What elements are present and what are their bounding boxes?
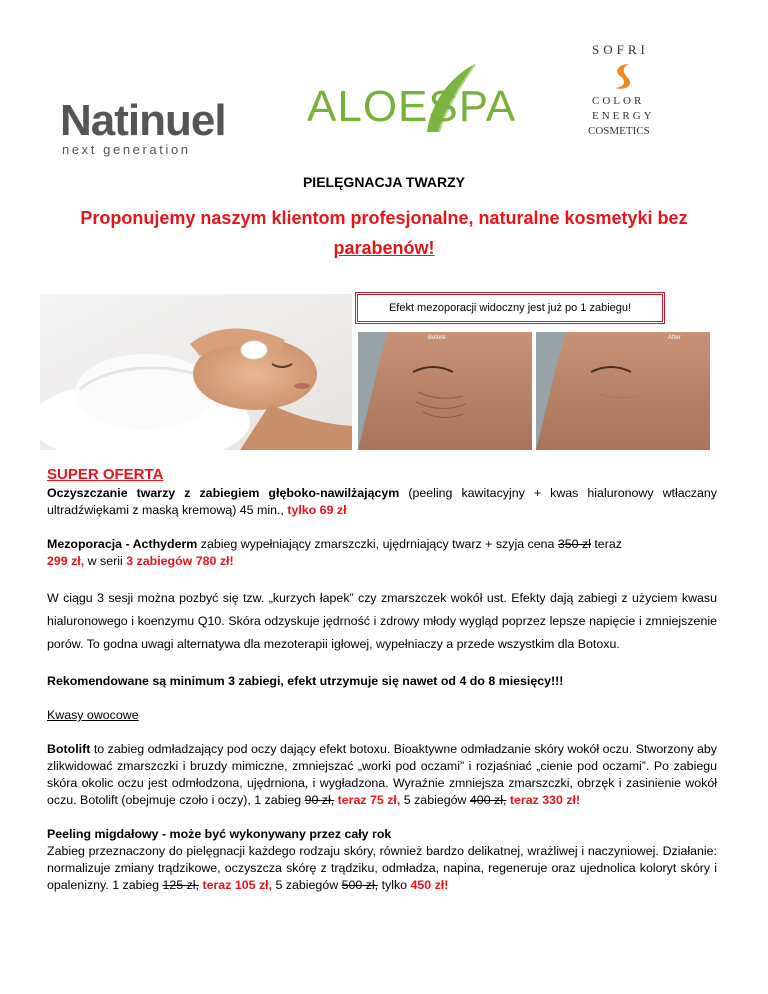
mesoporation-description: W ciągu 3 sesji można pozbyć się tzw. „kurzych łapek” czy zmarszczek wokół ust. Efekty dają zabiegi z użyciem kwasu hialuronowego i koenzymu Q10. Skóra odzyskuje jędrność i zdrowy młody wygląd poprzez lepsze napięcie i zmniejszenie porów. To godna uwagi alternatywa dla mezoterapii igłowej, wypełniaczy a przede wszystkim dla Botoxu. xyxy=(47,591,717,651)
after-label: After xyxy=(668,335,681,341)
offer-botolift xyxy=(47,741,717,809)
offer-mesoporation-title: Mezoporacja - Acthyderm xyxy=(47,537,198,551)
headline xyxy=(60,203,708,263)
offer-botolift-text-2: 5 zabiegów xyxy=(400,793,470,807)
facial-treatment-photo xyxy=(40,294,352,450)
offer-almond-peel-price-1: teraz 105 zł, xyxy=(199,878,273,892)
sofri-logo-energy: ENERGY xyxy=(592,110,655,122)
sofri-logo-color: COLOR xyxy=(592,95,645,107)
headline-line-1: Proponujemy naszym klientom profesjonalne, naturalne kosmetyki bez xyxy=(80,208,688,228)
section-title: PIELĘGNACJA TWARZY xyxy=(302,174,466,190)
aloespa-logo xyxy=(303,62,517,162)
offer-mesoporation xyxy=(47,536,717,570)
almond-peel-title: Peeling migdałowy - może być wykonywany przez cały rok xyxy=(47,827,392,841)
offer-mesoporation-price: 299 zł, xyxy=(47,554,85,568)
offer-botolift-text: to zabieg odmładzający pod oczy dający efekt botoxu. Bioaktywne odmładzanie skóry wokół oczu. Stworzony aby zlikwidować zmarszczki i bruzdy mimiczne, zmniejszać „worki pod oczami” i rozjaśniać „cienie pod oczami”. Po zabiegu skóra okolic oczu jest odmłodzona, ujędrniona, i wygładzona. Wyraźnie zmniejsza zmarszczki, obrzęk i zasinienie wokół oczu. Botolift (obejmuje czoło i oczy), 1 zabieg xyxy=(47,742,717,807)
offer-almond-peel-price-5: 450 zł! xyxy=(410,878,449,892)
before-label: Before xyxy=(428,335,446,341)
offer-almond-peel-text-2: 5 zabiegów xyxy=(272,878,342,892)
super-offer-heading: SUPER OFERTA xyxy=(47,466,164,483)
offer-almond-peel xyxy=(47,843,717,894)
natinuel-logo xyxy=(60,96,226,157)
natinuel-logo-word: Natinuel xyxy=(60,96,226,145)
before-after-photos xyxy=(358,332,710,450)
offer-botolift-old-price-5: 400 zł, xyxy=(469,793,507,807)
sofri-logo-lines xyxy=(592,94,655,124)
offer-botolift-price-1: teraz 75 zł, xyxy=(334,793,401,807)
offer-facial-cleansing xyxy=(47,485,717,519)
recommendation-note: Rekomendowane są minimum 3 zabiegi, efekt utrzymuje się nawet od 4 do 8 miesięcy!!! xyxy=(47,674,564,688)
natinuel-logo-tagline: next generation xyxy=(62,142,191,157)
offer-mesoporation-text: zabieg wypełniający zmarszczki, ujędrniający twarz + szyja cena xyxy=(197,537,558,551)
offer-botolift-price-5: teraz 330 zł! xyxy=(506,793,581,807)
sofri-swirl-icon xyxy=(610,61,636,91)
offer-almond-peel-text: Zabieg przeznaczony do pielęgnacji każdego rodzaju skóry, również bardzo delikatnej, wrażliwej i naczyniowej. Działanie: normalizuje zmiany trądzikowe, oczyszcza skórę z trądziku, odmładza, napina, regeneruje oraz ujednolica koloryt skóry i opalenizny. 1 zabieg xyxy=(47,844,717,892)
offer-botolift-title: Botolift xyxy=(47,742,91,756)
offer-content xyxy=(47,466,717,894)
offer-almond-peel-old-price-5: 500 zł, xyxy=(341,878,379,892)
offer-botolift-old-price-1: 90 zł, xyxy=(304,793,335,807)
mesoporation-offer-box: Efekt mezoporacji widoczny jest już po 1 zabiegu! xyxy=(355,292,665,324)
offer-almond-peel-old-price-1: 125 zł, xyxy=(162,878,200,892)
offer-mesoporation-series-price: 3 zabiegów 780 zł! xyxy=(126,554,234,568)
fruit-acids-heading: Kwasy owocowe xyxy=(47,708,139,722)
offer-facial-cleansing-text: (peeling kawitacyjny + kwas hialuronowy wtłaczany ultradźwiękami z maską kremową) 45 min., xyxy=(47,486,717,517)
offer-mesoporation-text-3: w serii xyxy=(84,554,127,568)
offer-facial-cleansing-title: Oczyszczanie twarzy z zabiegiem głęboko-nawilżającym xyxy=(47,486,400,500)
offer-mesoporation-old-price: 350 zł xyxy=(557,537,591,551)
sofri-logo-name: SOFRI xyxy=(592,42,649,57)
offer-mesoporation-text-2: teraz xyxy=(590,537,622,551)
offer-facial-cleansing-price: tylko 69 zł xyxy=(287,503,347,517)
aloespa-logo-word: ALOESPA xyxy=(307,82,517,131)
sofri-logo-cosmetics: COSMETICS xyxy=(588,125,650,137)
headline-line-2: parabenów! xyxy=(333,238,435,258)
offer-almond-peel-text-3: tylko xyxy=(378,878,411,892)
sofri-logo xyxy=(574,42,664,152)
